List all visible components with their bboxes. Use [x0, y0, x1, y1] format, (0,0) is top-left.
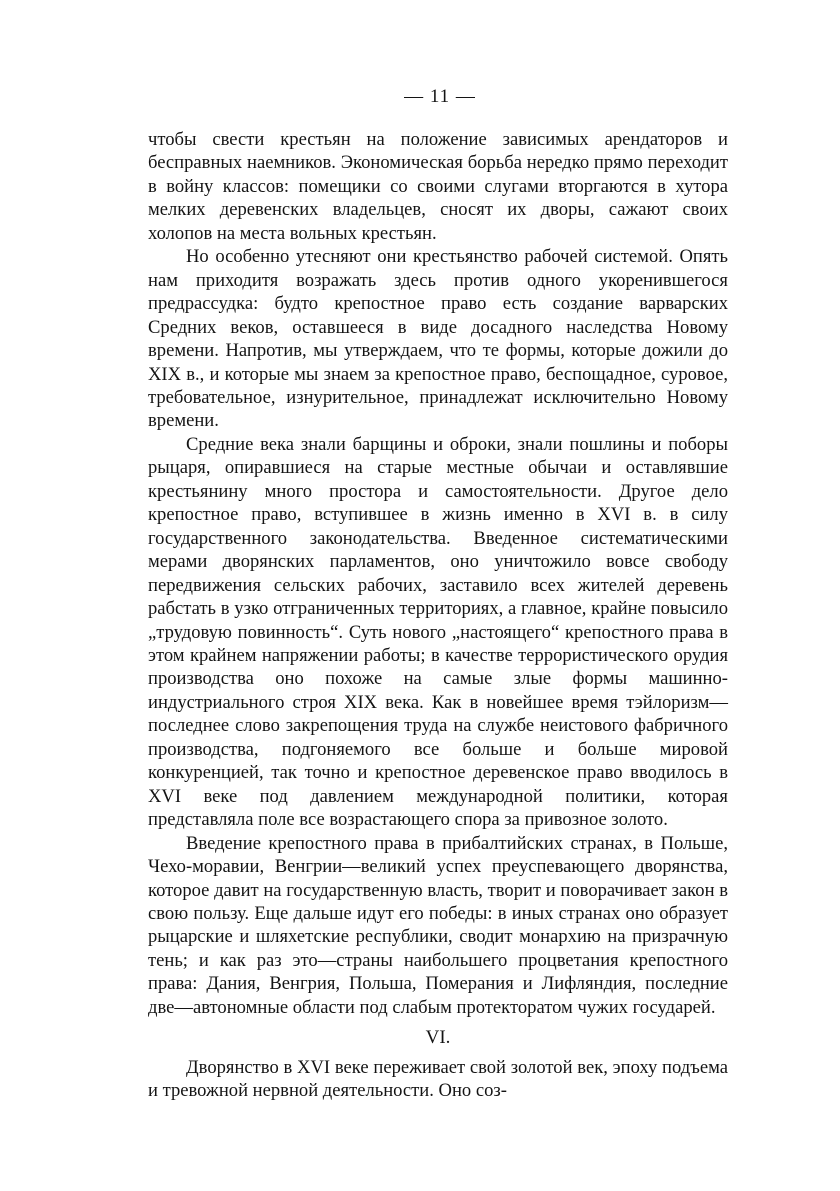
body-text — [148, 128, 728, 1103]
paragraph-continuation: чтобы свести крестьян на положение зависимых арендаторов и бесправных наемников. Экономическая борьба нередко прямо переходит в войну классов: помещики со своими слугами вторгаются в хутора мелких деревенских владельцев, сносят их дворы, сажают своих холопов на места вольных крестьян. — [148, 129, 728, 244]
paragraph: Средние века знали барщины и оброки, знали пошлины и поборы рыцаря, опиравшиеся на старые местные обычаи и оставлявшие крестьянину много простора и самостоятельности. Другое дело крепостное право, вступившее в жизнь именно в XVI в. в силу государственного законодательства. Введенное систематическими мерами дворянских парламентов, оно уничтожило вовсе свободу передвижения сельских рабочих, заставило всех жителей деревень рабстать в узко отграниченных территориях, а главное, крайне повысило „трудовую повинность“. Суть нового „настоящего“ крепостного права в этом крайнем напряжении работы; в качестве террористического орудия производства оно похоже на самые злые формы машинно-индустриального строя XIX века. Как в новейшее время тэйлоризм—последнее слово закрепощения труда на службе неистового фабричного производства, подгоняемого все больше и больше мировой конкуренцией, так точно и крепостное деревенское право вводилось в XVI веке под давлением международной политики, которая представляла поле все возрастающего спора за привозное золото. — [148, 433, 728, 831]
page-number: — 11 — — [404, 86, 476, 107]
section-heading: VI. — [425, 1027, 451, 1049]
paragraph: Но особенно утесняют они крестьянство рабочей системой. Опять нам приходитя возражать здесь против одного укоренившегося предрассудка: будто крепостное право есть создание варварских Средних веков, оставшееся в виде досадного наследства Новому времени. Напротив, мы утверждаем, что те формы, которые дожили до XIX в., и которые мы знаем за крепостное право, беспощадное, суровое, требовательное, изнурительное, принадлежат исключительно Новому времени. — [148, 246, 728, 432]
section-paragraph: Дворянство в XVI веке переживает свой золотой век, эпоху подъема и тревожной нервной деятельности. Оно соз- — [148, 1056, 728, 1102]
paragraph: Введение крепостного права в прибалтийских странах, в Польше, Чехо-моравии, Венгрии—великий успех преуспевающего дворянства, которое давит на государственную власть, творит и поворачивает закон в свою пользу. Еще дальше идут его победы: в иных странах оно образует рыцарские и шляхетские республики, сводит монархию на призрачную тень; и как раз это—страны наибольшего процветания крепостного права: Дания, Венгрия, Польша, Померания и Лифляндия, последние две—автономные области под слабым протекторатом чужих государей. — [148, 832, 728, 1018]
